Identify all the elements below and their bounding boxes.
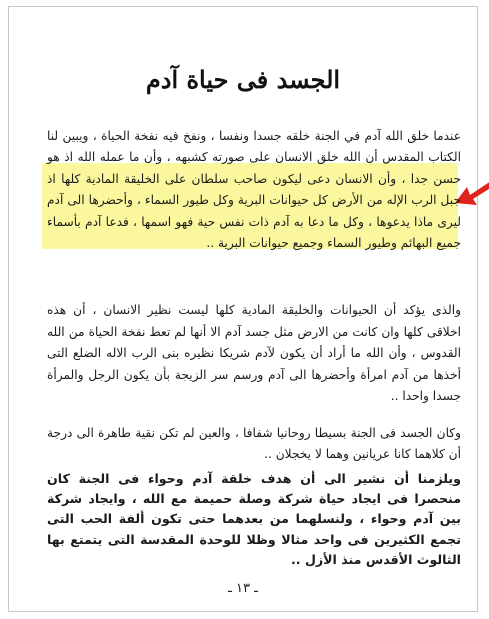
page-number: ـ ١٣ ـ [228, 581, 258, 596]
book-page [8, 6, 478, 612]
paragraph-4: ويلزمنا أن نشير الى أن هدف خلقة آدم وحواء فى الجنة كان منحصرا فى ايجاد حياة شركة وصلة حميمة مع الله ، وايجاد شركة بين آدم وحواء ، ولنسلهما من بعدهما حتى تكون ألفة الحب التى تجمع الكثيرين فى واحد مثالا وظلا للوحدة المقدسة التى يتمتع بها الثالوث الأقدس منذ الأزل .. [47, 471, 461, 567]
paragraph-2: والذى يؤكد أن الحيوانات والخليقة المادية كلها ليست نظير الانسان ، أن هذه اخلاقى كلها وان كانت من الارض مثل جسد آدم الا أنها لم تعط نفخة الحياة من الله القدوس ، وأن الله ما أراد أن يكون لآدم شريكا نظيره بنى الرب الاله الضلع التى أخذها من آدم امرأة وأحضرها الى آدم ورسم سر الزيجة بأن يكون الرجل والمرأة جسدا واحدا .. [47, 303, 461, 403]
paragraph-3: وكان الجسد فى الجنة بسيطا روحانيا شفافا ، والعين لم تكن نقية طاهرة الى درجة أن كلاهما كانا عريانين وهما لا يخجلان .. [47, 426, 461, 462]
paragraph-1: عندما خلق الله آدم في الجنة خلقه جسدا ونفسا ، ونفخ فيه نفخة الحياة ، ويبين لنا الكتاب المقدس أن الله خلق الانسان على صورته كشبهه ، وأن ما عمله الله اذ هو حسن جدا ، وأن الانسان دعى ليكون صاحب سلطان على الخليقة المادية كلها اذ جبل الرب الإله من الأرض كل حيوانات البرية وكل طيور السماء ، وأحضرها الى آدم ليرى ماذا يدعوها ، وكل ما دعا به آدم ذات نفس حية فهو اسمها ، فدعا آدم بأسماء جميع البهائم وطيور السماء وجميع حيوانات البرية .. [47, 129, 461, 251]
page-title: الجسد فى حياة آدم [145, 65, 341, 94]
